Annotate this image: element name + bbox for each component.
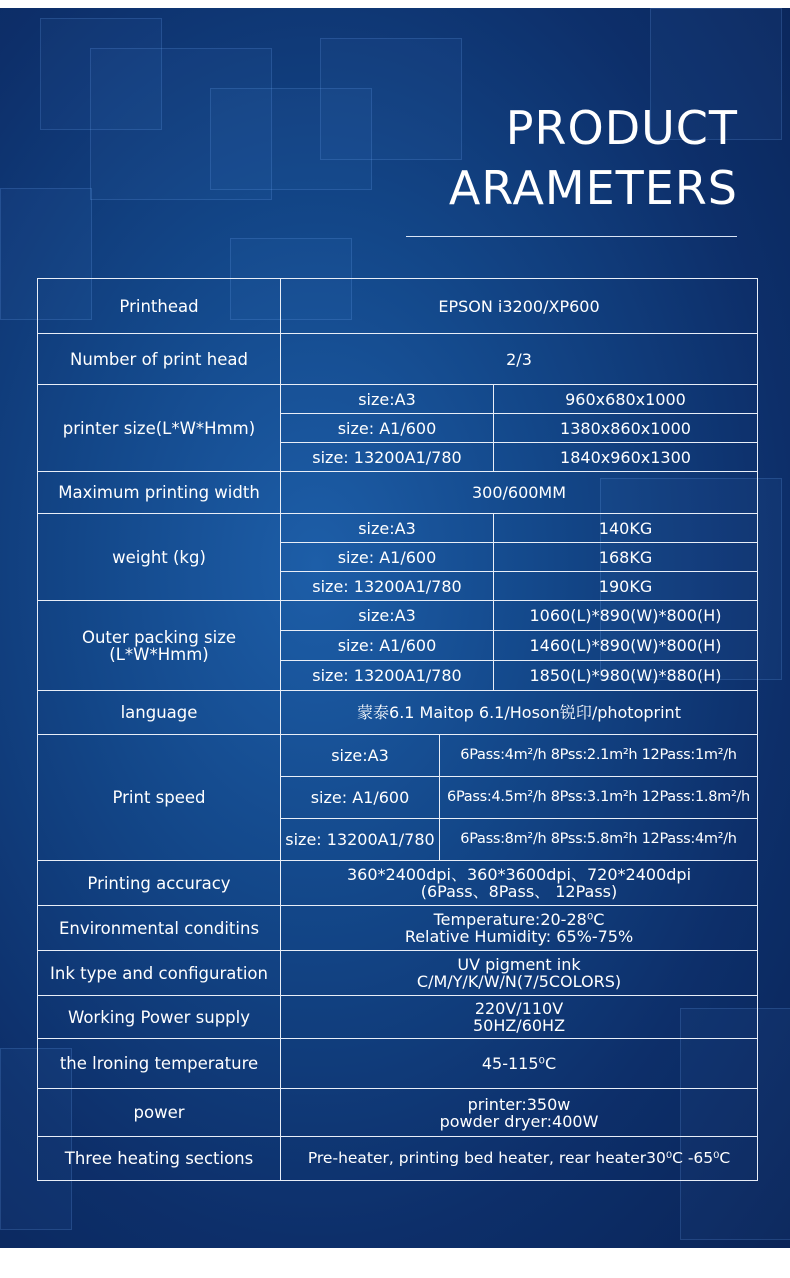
speed-value: 6Pass:4.5m²/h 8Pss:3.1m²h 12Pass:1.8m²/h <box>440 777 758 819</box>
label-power: power <box>38 1089 281 1137</box>
row-ink <box>38 951 758 996</box>
packing-model: size:A3 <box>281 601 494 631</box>
weight-value: 190KG <box>494 572 758 601</box>
label-size: printer size(L*W*Hmm) <box>38 385 281 472</box>
ink-line2: C/M/Y/K/W/N(7/5COLORS) <box>416 972 622 991</box>
label-ink: Ink type and configuration <box>38 951 281 996</box>
label-weight: weight (kg) <box>38 514 281 601</box>
supply-line1: 220V/110V <box>474 999 564 1018</box>
environment-line2: Relative Humidity: 65%-75% <box>404 927 634 946</box>
row-speed <box>38 735 758 777</box>
parameters-table <box>37 278 758 1181</box>
row-weight <box>38 514 758 543</box>
speed-value: 6Pass:4m²/h 8Pss:2.1m²h 12Pass:1m²/h <box>440 735 758 777</box>
title-line-1: PRODUCT <box>505 101 738 155</box>
environment-line1: Temperature:20-28⁰C <box>433 910 605 929</box>
label-speed: Print speed <box>38 735 281 861</box>
row-heating <box>38 1137 758 1181</box>
accuracy-line1: 360*2400dpi、360*3600dpi、720*2400dpi <box>346 865 692 884</box>
row-supply <box>38 996 758 1039</box>
supply-line2: 50HZ/60HZ <box>472 1016 566 1035</box>
size-value: 1840x960x1300 <box>494 443 758 472</box>
value-printhead: EPSON i3200/XP600 <box>281 279 758 334</box>
title-line-2: ARAMETERS <box>448 161 738 215</box>
row-environment <box>38 906 758 951</box>
packing-model: size: 13200A1/780 <box>281 661 494 691</box>
ink-line1: UV pigment ink <box>457 955 581 974</box>
power-line2: powder dryer:400W <box>439 1111 599 1131</box>
value-ink <box>281 951 758 996</box>
size-model: size:A3 <box>281 385 494 414</box>
power-line1: printer:350w <box>467 1094 571 1114</box>
row-power <box>38 1089 758 1137</box>
packing-value: 1060(L)*890(W)*800(H) <box>494 601 758 631</box>
size-value: 1380x860x1000 <box>494 414 758 443</box>
weight-model: size:A3 <box>281 514 494 543</box>
label-ironing: the lroning temperature <box>38 1039 281 1089</box>
packing-value: 1850(L)*980(W)*880(H) <box>494 661 758 691</box>
label-heads: Number of print head <box>38 334 281 385</box>
speed-value: 6Pass:8m²/h 8Pss:5.8m²h 12Pass:4m²/h <box>440 819 758 861</box>
label-packing-line2: (L*W*Hmm) <box>109 644 209 664</box>
row-packing <box>38 601 758 631</box>
size-model: size: A1/600 <box>281 414 494 443</box>
size-value: 960x680x1000 <box>494 385 758 414</box>
label-width: Maximum printing width <box>38 472 281 514</box>
accuracy-line2: (6Pass、8Pass、 12Pass) <box>420 882 618 901</box>
packing-model: size: A1/600 <box>281 631 494 661</box>
packing-value: 1460(L)*890(W)*800(H) <box>494 631 758 661</box>
row-accuracy <box>38 861 758 906</box>
value-environment <box>281 906 758 951</box>
weight-value: 140KG <box>494 514 758 543</box>
size-model: size: 13200A1/780 <box>281 443 494 472</box>
row-language <box>38 691 758 735</box>
value-power <box>281 1089 758 1137</box>
value-width: 300/600MM <box>281 472 758 514</box>
label-heating: Three heating sections <box>38 1137 281 1181</box>
label-environment: Environmental conditins <box>38 906 281 951</box>
weight-model: size: A1/600 <box>281 543 494 572</box>
speed-model: size: A1/600 <box>281 777 440 819</box>
value-ironing: 45-115⁰C <box>281 1039 758 1089</box>
row-ironing <box>38 1039 758 1089</box>
page-title <box>449 98 738 218</box>
speed-model: size: 13200A1/780 <box>281 819 440 861</box>
row-printhead <box>38 279 758 334</box>
label-packing-line1: Outer packing size <box>81 627 237 647</box>
label-packing <box>38 601 281 691</box>
label-language: language <box>38 691 281 735</box>
title-underline <box>406 236 737 237</box>
value-heads: 2/3 <box>281 334 758 385</box>
row-heads <box>38 334 758 385</box>
speed-model: size:A3 <box>281 735 440 777</box>
weight-model: size: 13200A1/780 <box>281 572 494 601</box>
value-heating: Pre-heater, printing bed heater, rear heater30⁰C -65⁰C <box>281 1137 758 1181</box>
label-supply: Working Power supply <box>38 996 281 1039</box>
row-size <box>38 385 758 414</box>
weight-value: 168KG <box>494 543 758 572</box>
value-accuracy <box>281 861 758 906</box>
label-printhead: Printhead <box>38 279 281 334</box>
row-width <box>38 472 758 514</box>
decor-square <box>320 38 462 160</box>
value-language: 蒙泰6.1 Maitop 6.1/Hoson锐印/photoprint <box>281 691 758 735</box>
label-accuracy: Printing accuracy <box>38 861 281 906</box>
value-supply <box>281 996 758 1039</box>
